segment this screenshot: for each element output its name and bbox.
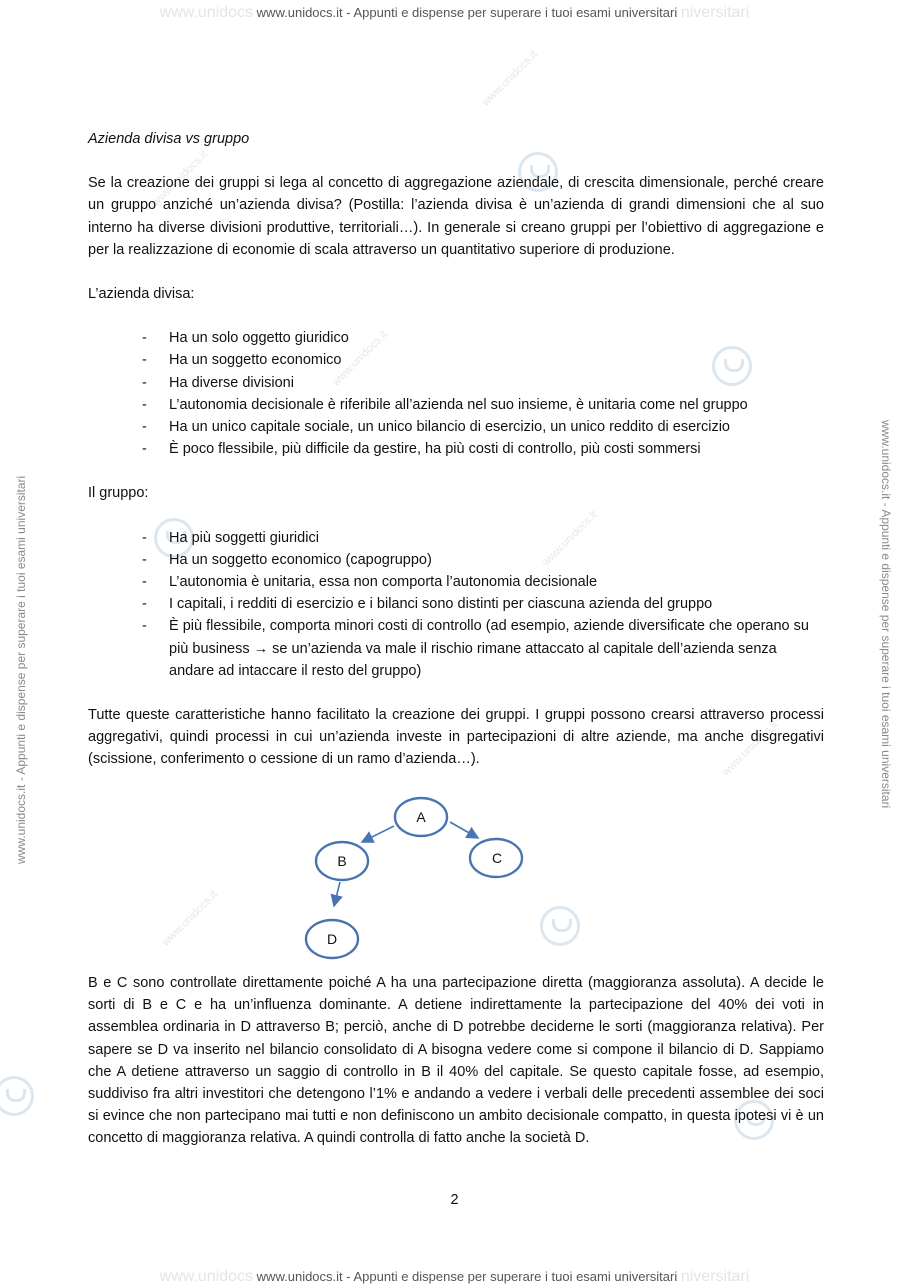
node-b-label: B	[337, 853, 347, 869]
list-item: - I capitali, i redditi di esercizio e i bilanci sono distinti per ciascuna azienda del gruppo	[142, 596, 713, 613]
list-item: - Ha un unico capitale sociale, un unico bilancio di esercizio, un unico reddito di esercizio	[142, 419, 730, 436]
header-watermark-ghost-right: niversitari	[680, 4, 750, 21]
list-item-text: L’autonomia è unitaria, essa non comporta l’autonomia decisionale	[169, 574, 598, 591]
intro-paragraph: Se la creazione dei gruppi si lega al concetto di aggregazione aziendale, di crescita dimensionale, perché creare un gruppo anziché un’azienda divisa? (Postilla: l’azienda divisa è un’azienda di grandi dimensioni che al suo interno ha diverse divisioni produttive, territoriali…). In generale si creano gruppi per l’obiettivo di aggregazione e per la realizzazione di economie di scala attraverso un quantitativo superiore di produzione.	[88, 175, 824, 258]
group-structure-diagram	[300, 790, 540, 960]
diagonal-watermark: www.unidocs.it	[160, 888, 220, 949]
list-item: - È poco flessibile, più difficile da gestire, ha più costi di controllo, più costi sommersi	[142, 441, 701, 458]
processes-paragraph: Tutte queste caratteristiche hanno facilitato la creazione dei gruppi. I gruppi possono crearsi attraverso processi aggregativi, quindi processi in cui un’azienda investe in partecipazioni di altre aziende, ma anche disgregativi (scissione, conferimento o cessione di un ramo d’azienda…).	[88, 707, 824, 768]
list-item-text: È più flessibile, comporta minori costi di controllo (ad esempio, aziende diversificate che operano su più business → se un’azienda va male il rischio rimane attaccato al capitale dell’azienda senza andare ad intaccare il resto del gruppo)	[169, 618, 809, 679]
list-item-text: Ha un solo oggetto giuridico	[169, 330, 349, 347]
diagonal-watermark: www.unidocs.it	[720, 718, 780, 779]
node-c-label: C	[491, 850, 503, 866]
list-item-text: Ha diverse divisioni	[169, 374, 294, 391]
arrow-a-to-c	[450, 822, 478, 838]
diagonal-watermark: www.unidocs.it	[480, 48, 540, 109]
header-watermark-text: www.unidocs.it - Appunti e dispense per superare i tuoi esami universitari	[256, 5, 678, 20]
unidocs-logo-watermark	[540, 906, 580, 946]
node-a-label: A	[416, 809, 426, 825]
footer-watermark-text: www.unidocs.it - Appunti e dispense per superare i tuoi esami universitari	[256, 1269, 678, 1284]
diagonal-watermark: www.unidocs.it	[330, 328, 390, 389]
list-item-text: L’autonomia decisionale è riferibile all’azienda nel suo insieme, è unitaria come nel gruppo	[169, 396, 748, 413]
divisa-heading: L’azienda divisa:	[88, 286, 195, 303]
page-number: 2	[450, 1192, 459, 1208]
unidocs-logo-watermark	[0, 1076, 34, 1116]
left-side-watermark: www.unidocs.it - Appunti e dispense per superare i tuoi esami universitari	[14, 475, 28, 864]
header-watermark	[0, 4, 909, 22]
footer-watermark	[0, 1268, 909, 1286]
list-item-text: È poco flessibile, più difficile da gestire, ha più costi di controllo, più costi sommersi	[169, 441, 701, 458]
list-item: - Ha diverse divisioni	[142, 374, 294, 391]
list-item-text: Ha più soggetti giuridici	[169, 529, 319, 546]
right-side-watermark: www.unidocs.it - Appunti e dispense per superare i tuoi esami universitari	[879, 420, 893, 809]
gruppo-heading: Il gruppo:	[88, 485, 149, 502]
list-item-text: Ha un unico capitale sociale, un unico bilancio di esercizio, un unico reddito di esercizio	[169, 419, 730, 436]
list-item-text: I capitali, i redditi di esercizio e i bilanci sono distinti per ciascuna azienda del gruppo	[169, 596, 713, 613]
gruppo-list	[88, 527, 824, 682]
list-item: - Ha un solo oggetto giuridico	[142, 330, 349, 347]
arrow-b-to-d	[334, 882, 340, 906]
list-item: - L’autonomia è unitaria, essa non comporta l’autonomia decisionale	[142, 574, 598, 591]
diagonal-watermark: www.unidocs.it	[150, 148, 210, 209]
section-title: Azienda divisa vs gruppo	[88, 131, 250, 147]
list-item-text: Ha un soggetto economico (capogruppo)	[169, 551, 432, 568]
list-item: - Ha un soggetto economico (capogruppo)	[142, 551, 432, 568]
explanation-paragraph: B e C sono controllate direttamente poiché A ha una partecipazione diretta (maggioranza assoluta). A decide le sorti di B e C e ha un’influenza dominante. A detiene indirettamente la partecipazione del 40% dei voti in assemblea ordinaria in D attraverso B; perciò, anche di D potrebbe deciderne le sorti (maggioranza relativa). Per sapere se D va inserito nel bilancio consolidato di A bisogna vedere come si compone il bilancio di D. Sappiamo che A detiene attraverso un saggio di controllo in B il 40% del capitale. Se questo capitale fosse, ad esempio, suddiviso fra altri investitori che detengono l’1% e andando a vedere i verbali delle precedenti assemblee dei soci si evince che non partecipano mai tutti e non definiscono un ambito decisionale compatto, in questa ipotesi vi è un concetto di maggioranza relativa. A quindi controlla di fatto anche la società D.	[88, 975, 824, 1147]
list-item-text: Ha un soggetto economico	[169, 352, 342, 369]
header-watermark-ghost-left: www.unidocs	[159, 4, 254, 21]
document-body	[88, 128, 824, 771]
diagonal-watermark: www.unidocs.it	[540, 508, 600, 569]
arrow-a-to-b	[362, 826, 394, 842]
divisa-list	[88, 327, 824, 460]
list-item: - Ha più soggetti giuridici	[142, 529, 319, 546]
footer-watermark-ghost-left: www.unidocs	[159, 1268, 254, 1285]
node-d-label: D	[326, 931, 338, 947]
footer-watermark-ghost-right: niversitari	[680, 1268, 750, 1285]
list-item: - L’autonomia decisionale è riferibile all’azienda nel suo insieme, è unitaria come nel gruppo	[142, 396, 748, 413]
explanation-block	[88, 972, 824, 1150]
list-item: - È più flessibile, comporta minori costi di controllo (ad esempio, aziende diversificate che operano su più business → se un’azienda va male il rischio rimane attaccato al capitale dell’azienda senza andare ad intaccare il resto del gruppo)	[142, 618, 809, 679]
list-item: - Ha un soggetto economico	[142, 352, 342, 369]
